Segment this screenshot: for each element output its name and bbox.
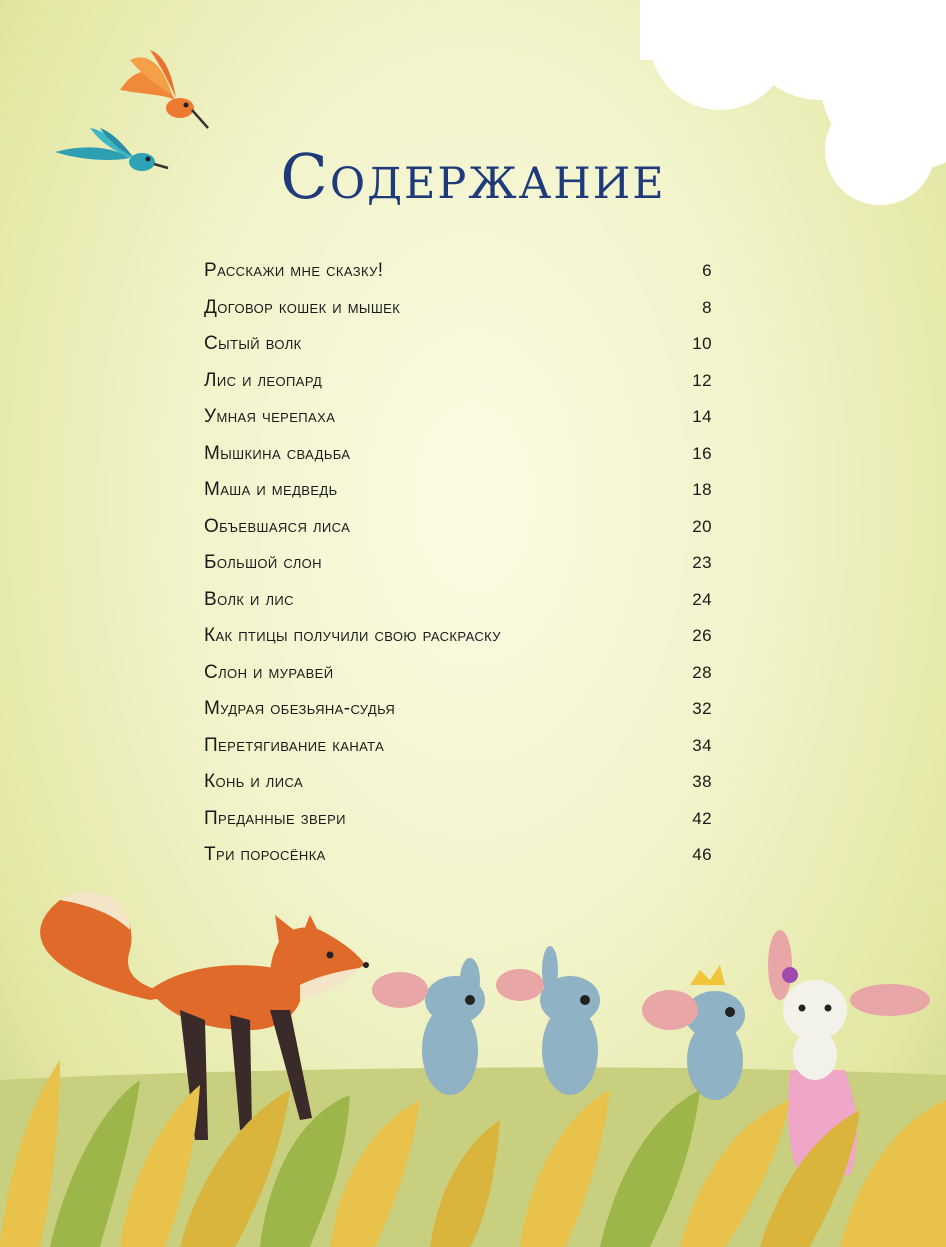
toc-label: Лис и леопард: [204, 369, 323, 391]
toc-row: [204, 293, 712, 330]
toc-label: Три поросёнка: [204, 844, 326, 865]
toc-page-number: 10: [692, 334, 712, 353]
toc-label: Волк и лис: [204, 588, 294, 610]
toc-row: [204, 439, 712, 476]
toc-page-number: 14: [692, 407, 712, 426]
toc-label: Слон и муравей: [204, 661, 334, 683]
toc-row: [204, 804, 712, 841]
toc-page-number: 18: [692, 480, 712, 499]
toc-label: Мудрая обезьяна-судья: [204, 698, 396, 719]
toc-row: [204, 366, 712, 403]
toc-page-number: 26: [692, 626, 712, 645]
toc-page-number: 23: [692, 553, 712, 572]
toc-row: [204, 475, 712, 512]
toc-page-number: 24: [692, 589, 712, 609]
toc-page-number: 46: [692, 845, 712, 864]
toc-row: [204, 840, 712, 877]
toc-label: Большой слон: [204, 552, 322, 573]
toc-label: Мышкина свадьба: [204, 442, 351, 464]
toc-row: [204, 731, 712, 768]
toc-row: [204, 256, 712, 293]
toc-row: [204, 621, 712, 658]
toc-label: Расскажи мне сказку!: [204, 260, 384, 281]
toc-label: Маша и медведь: [204, 479, 338, 500]
toc-label: Конь и лиса: [204, 771, 304, 792]
toc-label: Договор кошек и мышек: [204, 296, 401, 318]
toc-page-number: 8: [702, 297, 712, 317]
toc-page-number: 6: [702, 261, 712, 280]
toc-row: [204, 658, 712, 695]
orange-bird-icon: [120, 50, 208, 128]
toc-label: Объевшаяся лиса: [204, 515, 351, 537]
toc-label: Умная черепаха: [204, 406, 336, 427]
toc-label: Преданные звери: [204, 807, 346, 829]
toc-page-number: 34: [692, 735, 712, 755]
toc-page-number: 38: [692, 772, 712, 791]
toc-page-number: 42: [692, 808, 712, 828]
toc-row: [204, 694, 712, 731]
toc-page-number: 12: [692, 370, 712, 390]
toc-row: [204, 585, 712, 622]
toc-label: Сытый волк: [204, 333, 302, 354]
toc-label: Перетягивание каната: [204, 734, 385, 756]
toc-page-number: 16: [692, 443, 712, 463]
toc-row: [204, 402, 712, 439]
toc-label: Как птицы получили свою раскраску: [204, 625, 501, 646]
toc-page-number: 32: [692, 699, 712, 718]
page-title: Содержание: [280, 140, 666, 213]
table-of-contents: [204, 256, 712, 877]
toc-page-number: 28: [692, 662, 712, 682]
toc-row: [204, 767, 712, 804]
toc-page-number: 20: [692, 516, 712, 536]
toc-row: [204, 548, 712, 585]
toc-row: [204, 329, 712, 366]
toc-row: [204, 512, 712, 549]
